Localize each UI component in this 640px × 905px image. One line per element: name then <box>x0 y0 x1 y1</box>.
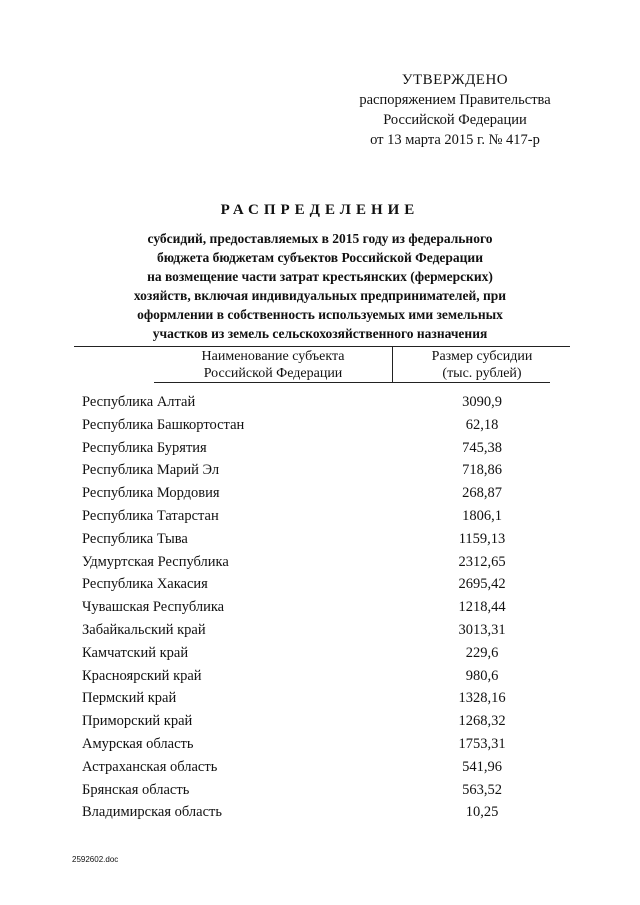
column-header-line: Размер субсидии <box>431 349 533 364</box>
region-name: Приморский край <box>82 713 193 730</box>
subsidy-amount: 1328,16 <box>458 690 506 707</box>
subsidy-amount: 2312,65 <box>458 553 506 570</box>
document-title: РАСПРЕДЕЛЕНИЕ <box>220 202 420 218</box>
table-top-rule <box>74 346 570 347</box>
table-row <box>0 460 640 483</box>
approval-line: распоряжением Правительства <box>359 92 551 108</box>
table-row <box>0 506 640 529</box>
subtitle-line: бюджета бюджетам субъектов Российской Федерации <box>157 250 483 265</box>
subsidy-amount: 541,96 <box>462 758 502 775</box>
table-row <box>0 780 640 803</box>
subsidy-amount: 718,86 <box>462 462 502 479</box>
table-row <box>0 666 640 689</box>
subtitle-line: оформлении в собственность используемых ими земельных <box>137 307 503 322</box>
table-row <box>0 711 640 734</box>
subsidy-amount: 10,25 <box>465 804 499 821</box>
table-body <box>0 392 640 825</box>
subsidy-amount: 980,6 <box>465 667 499 684</box>
table-row <box>0 597 640 620</box>
approval-block <box>345 70 565 150</box>
region-name: Красноярский край <box>82 667 202 684</box>
table-row <box>0 688 640 711</box>
table-header-rule <box>154 382 550 383</box>
region-name: Республика Марий Эл <box>82 462 220 479</box>
approval-line: Российской Федерации <box>383 112 527 128</box>
region-name: Удмуртская Республика <box>82 553 229 570</box>
region-name: Республика Бурятия <box>82 439 207 456</box>
region-name: Республика Алтай <box>82 394 196 410</box>
table-row <box>0 552 640 575</box>
table-row <box>0 802 640 825</box>
column-header-region <box>154 348 392 382</box>
region-name: Республика Татарстан <box>82 507 219 524</box>
table-row <box>0 392 640 415</box>
column-header-line: Наименование субъекта <box>201 349 345 364</box>
region-name: Пермский край <box>82 690 177 707</box>
approval-date-line: от 13 марта 2015 г. № 417-р <box>370 132 540 148</box>
file-name-footer: 2592602.doc <box>72 855 119 864</box>
region-name: Республика Тыва <box>82 530 188 547</box>
subtitle-line: субсидий, предоставляемых в 2015 году из федерального <box>147 231 493 246</box>
table-row <box>0 757 640 780</box>
subsidy-amount: 1218,44 <box>458 599 506 616</box>
subsidy-amount: 268,87 <box>462 485 502 502</box>
region-name: Республика Мордовия <box>82 485 220 502</box>
table-row <box>0 438 640 461</box>
column-header-amount <box>392 348 572 382</box>
region-name: Чувашская Республика <box>82 599 225 616</box>
column-header-line: Российской Федерации <box>203 366 343 381</box>
table-row <box>0 620 640 643</box>
table-row <box>0 529 640 552</box>
subsidy-amount: 563,52 <box>462 781 502 798</box>
region-name: Камчатский край <box>82 644 189 661</box>
subsidy-amount: 3090,9 <box>462 394 502 410</box>
column-header-line: (тыс. рублей) <box>442 366 522 381</box>
subsidy-amount: 3013,31 <box>458 621 506 638</box>
subsidy-amount: 1268,32 <box>458 713 506 730</box>
subtitle-line: хозяйств, включая индивидуальных предпринимателей, при <box>133 288 507 303</box>
region-name: Забайкальский край <box>82 621 206 638</box>
region-name: Брянская область <box>82 781 190 798</box>
table-row <box>0 483 640 506</box>
subtitle-line: участков из земель сельскохозяйственного назначения <box>152 326 488 341</box>
subsidy-amount: 229,6 <box>465 644 499 661</box>
region-name: Республика Башкортостан <box>82 416 245 433</box>
region-name: Владимирская область <box>82 804 222 821</box>
region-name: Астраханская область <box>82 758 218 775</box>
subsidy-amount: 1159,13 <box>458 530 506 547</box>
table-row <box>0 734 640 757</box>
table-row <box>0 574 640 597</box>
region-name: Республика Хакасия <box>82 576 208 593</box>
subsidy-amount: 1753,31 <box>458 735 506 752</box>
region-name: Амурская область <box>82 735 194 752</box>
document-subtitle <box>80 229 560 343</box>
subsidy-amount: 62,18 <box>465 416 499 433</box>
subsidy-amount: 2695,42 <box>458 576 506 593</box>
table-row <box>0 643 640 666</box>
subsidy-amount: 1806,1 <box>462 507 502 524</box>
subsidy-amount: 745,38 <box>462 439 502 456</box>
subtitle-line: на возмещение части затрат крестьянских (фермерских) <box>147 269 493 284</box>
table-row <box>0 415 640 438</box>
approval-heading: УТВЕРЖДЕНО <box>401 72 509 88</box>
